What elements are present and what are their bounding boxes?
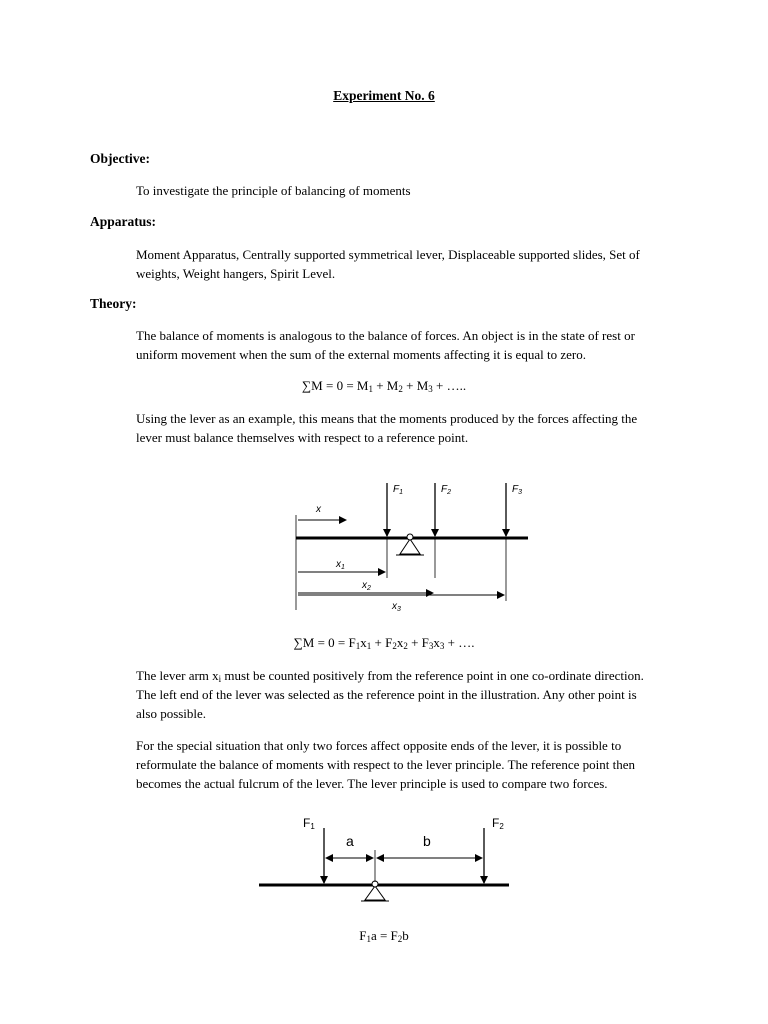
theory-p4-line-3: becomes the actual fulcrum of the lever. The lever principle is used to compare two forces. <box>136 776 608 791</box>
equation-sum-force-arms: $\sum M = 0 = F_1x_1 + F_2x_2 + F_3x_3$ + …. <box>293 635 475 651</box>
fulcrum-icon-2 <box>365 886 385 900</box>
lever-two-forces-diagram <box>255 812 515 904</box>
theory-paragraph-4 <box>136 736 678 793</box>
label-x1: $x_1$ <box>336 559 345 571</box>
page-title: Experiment No. 6 <box>333 88 435 103</box>
theory-p4-line-1: For the special situation that only two forces affect opposite ends of the lever, it is possible to <box>136 738 622 753</box>
apparatus-heading: Apparatus: <box>90 214 157 229</box>
theory-p2-line-1: Using the lever as an example, this means that the moments produced by the forces affecting the <box>136 411 638 426</box>
theory-heading: Theory: <box>90 296 137 311</box>
fulcrum-icon <box>400 539 420 554</box>
label-f2-b: F2 <box>492 816 504 831</box>
equation-sum-moments: $\sum M = 0 = M_1 + M_2 + M_3$ + ….. <box>301 378 467 394</box>
label-f1-b: F1 <box>303 816 315 831</box>
label-a: a <box>346 833 354 849</box>
theory-p3-line-3: also possible. <box>136 706 207 721</box>
theory-paragraph-2 <box>136 409 678 447</box>
theory-p4-line-2: reformulate the balance of moments with respect to the lever principle. The reference point then <box>136 757 635 772</box>
objective-text: To investigate the principle of balancing of moments <box>136 183 411 198</box>
equation-lever-principle: $F_1a = F_2b$ <box>359 928 409 944</box>
label-x3: $x_3$ <box>392 601 401 613</box>
label-f3: $F_3$ <box>512 484 523 496</box>
label-x2: $x_2$ <box>362 580 371 592</box>
theory-paragraph-1 <box>136 326 678 364</box>
apparatus-line-2: weights, Weight hangers, Spirit Level. <box>136 266 336 281</box>
theory-p1-line-2: uniform movement when the sum of the external moments affecting it is equal to zero. <box>136 347 586 362</box>
lever-three-forces-diagram <box>280 475 540 615</box>
theory-p1-line-1: The balance of moments is analogous to the balance of forces. An object is in the state of rest or <box>136 328 635 343</box>
apparatus-line-1: Moment Apparatus, Centrally supported symmetrical lever, Displaceable supported slides, Set of <box>136 247 640 262</box>
objective-heading: Objective: <box>90 151 150 166</box>
theory-p2-line-2: lever must balance themselves with respect to a reference point. <box>136 430 469 445</box>
label-x: x <box>316 504 321 515</box>
theory-paragraph-3: The lever arm $x_i$ must be counted positively from the reference point in one co-ordinate direction. The left end of the lever was selected as the reference point in the illustration. Any other point is also possible. <box>136 668 644 721</box>
theory-p3-line-2: The left end of the lever was selected as the reference point in the illustration. Any other point is <box>136 687 637 702</box>
label-f1: $F_1$ <box>393 484 404 496</box>
apparatus-text <box>136 245 678 283</box>
label-f2: $F_2$ <box>441 484 452 496</box>
label-b: b <box>423 833 431 849</box>
